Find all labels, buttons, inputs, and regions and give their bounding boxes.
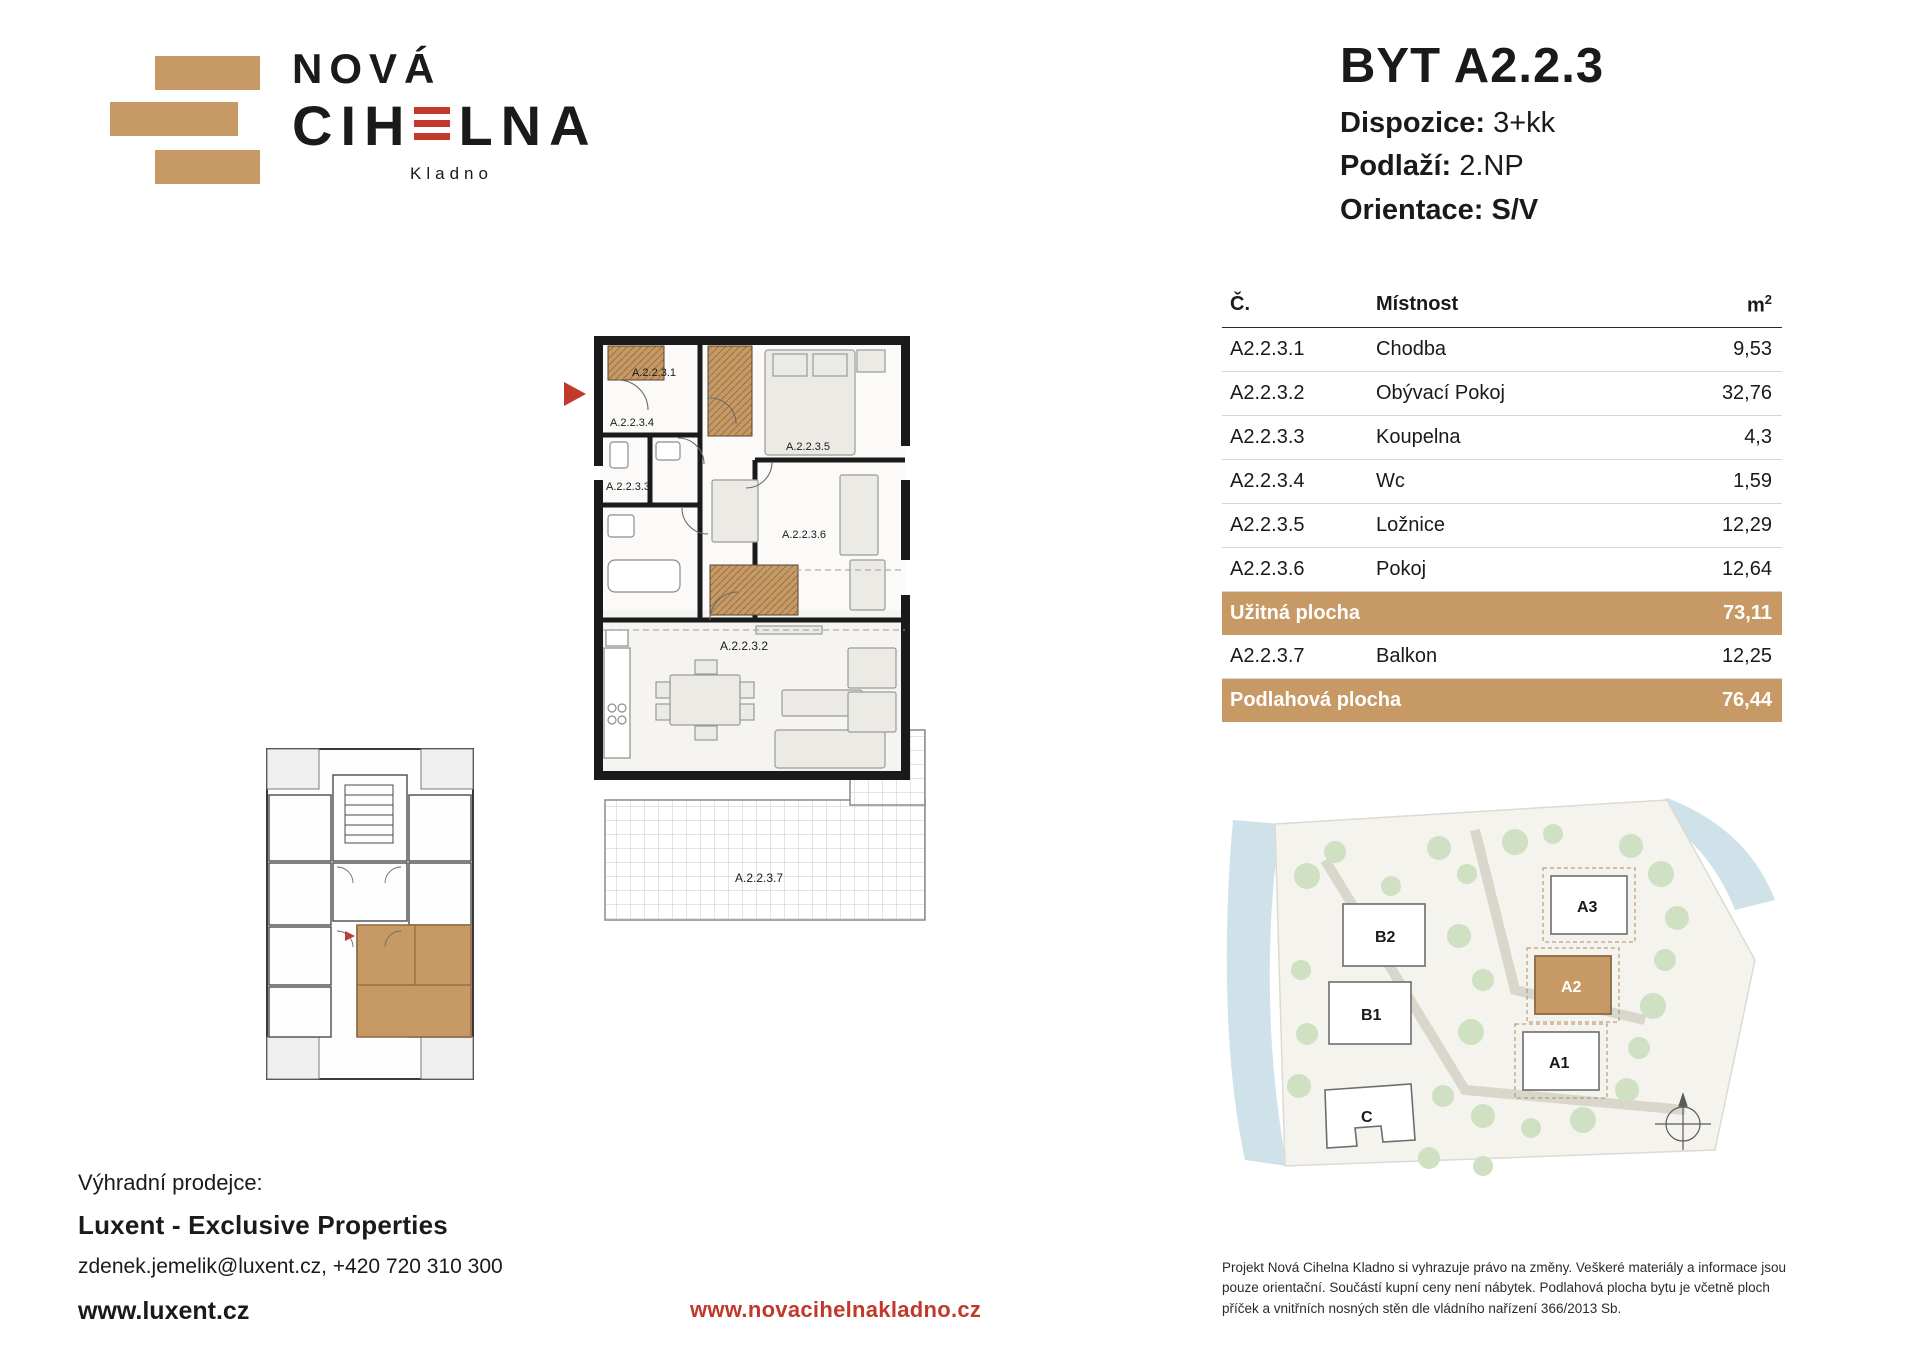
logo-mark-icon <box>110 56 260 184</box>
table-row <box>1222 415 1782 459</box>
room-label-chodba: A.2.2.3.1 <box>632 367 677 379</box>
logo-bar-top <box>155 56 260 90</box>
room-number: A2.2.3.1 <box>1222 327 1362 371</box>
page-title: BYT A2.2.3 <box>1340 39 1605 93</box>
table-row <box>1222 459 1782 503</box>
room-name: Koupelna <box>1362 415 1662 459</box>
spec-podlazi-label: Podlaží: <box>1340 150 1452 183</box>
room-label-loznice: A.2.2.3.5 <box>786 441 831 453</box>
site-building-a2-highlighted <box>1535 956 1611 1014</box>
room-area: 4,3 <box>1662 415 1782 459</box>
room-number: A2.2.3.7 <box>1222 635 1362 679</box>
room-number: A2.2.3.6 <box>1222 547 1362 591</box>
usable-area-value: 73,11 <box>1662 591 1782 635</box>
logo-line-nova: NOVÁ <box>292 45 442 92</box>
logo-cihelna-part2: LNA <box>458 94 598 157</box>
project-website-link[interactable]: www.novacihelnakladno.cz <box>690 1297 982 1322</box>
spec-orientace-value: S/V <box>1491 193 1539 226</box>
table-header-row <box>1222 288 1782 327</box>
site-building-a3 <box>1551 876 1627 934</box>
col-header-area: $m^2$ <box>1662 288 1782 327</box>
logo-wordmark <box>292 45 672 184</box>
site-building-a1 <box>1523 1032 1599 1090</box>
table-row <box>1222 547 1782 591</box>
logo-cihelna-part1: CIH <box>292 94 413 157</box>
spec-dispozice-label: Dispozice: <box>1340 107 1486 139</box>
table-row <box>1222 503 1782 547</box>
room-name: Wc <box>1362 459 1662 503</box>
svg-text:A2: A2 <box>1561 979 1582 996</box>
room-label-balkon: A.2.2.3.7 <box>735 871 784 885</box>
logo-city: Kladno <box>410 164 493 183</box>
building-key-plan <box>245 735 495 1095</box>
svg-text:A3: A3 <box>1577 899 1598 916</box>
col-header-room: Místnost <box>1362 288 1662 327</box>
footer-seller-block <box>78 1170 718 1326</box>
room-area: 12,29 <box>1662 503 1782 547</box>
brand-logo <box>110 45 670 198</box>
logo-e-stripes-icon <box>414 107 450 147</box>
svg-text:B2: B2 <box>1375 929 1396 946</box>
kitchen-units <box>604 630 630 758</box>
site-building-b2 <box>1343 904 1425 966</box>
room-number: A2.2.3.2 <box>1222 371 1362 415</box>
spec-podlazi-value: 2.NP <box>1459 150 1524 183</box>
room-name: Ložnice <box>1362 503 1662 547</box>
room-name: Obývací Pokoj <box>1362 371 1662 415</box>
legal-disclaimer: Projekt Nová Cihelna Kladno si vyhrazuje právo na změny. Veškeré materiály a informace jsou pouze orientační. Součástí kupní ceny není nábytek. Podlahová plocha bytu je včetně ploch příček a vnitřních nosných stěn dle vládního nařízení 366/2013 Sb. <box>1222 1260 1787 1316</box>
room-schedule-table <box>1222 288 1782 722</box>
room-name: Balkon <box>1362 635 1662 679</box>
usable-area-label: Užitná plocha <box>1222 591 1662 635</box>
svg-text:A1: A1 <box>1549 1055 1570 1072</box>
spec-dispozice-value: 3+kk <box>1493 107 1556 139</box>
room-label-obyvaci: A.2.2.3.2 <box>720 639 769 653</box>
room-area: 12,25 <box>1662 635 1782 679</box>
seller-name: Luxent - Exclusive Properties <box>78 1210 448 1240</box>
logo-bar-middle <box>110 102 238 136</box>
spec-orientace <box>1340 192 1880 228</box>
seller-website-link[interactable]: www.luxent.cz <box>78 1297 250 1325</box>
room-area: 1,59 <box>1662 459 1782 503</box>
table-row <box>1222 635 1782 679</box>
spec-podlazi <box>1340 148 1880 184</box>
room-number: A2.2.3.3 <box>1222 415 1362 459</box>
room-label-koupelna: A.2.2.3.3 <box>606 481 651 493</box>
entry-door-arrow-icon <box>564 382 586 406</box>
room-number: A2.2.3.4 <box>1222 459 1362 503</box>
spec-orientace-label: Orientace: <box>1340 193 1484 226</box>
table-row-total-area <box>1222 678 1782 722</box>
site-map <box>1215 790 1785 1190</box>
seller-label: Výhradní prodejce: <box>78 1170 263 1195</box>
logo-line-cihelna <box>292 94 672 157</box>
total-area-value: 76,44 <box>1662 678 1782 722</box>
spec-dispozice <box>1340 105 1880 141</box>
svg-text:B1: B1 <box>1361 1007 1382 1024</box>
room-name: Chodba <box>1362 327 1662 371</box>
table-row <box>1222 327 1782 371</box>
table-row-usable-area <box>1222 591 1782 635</box>
room-number: A2.2.3.5 <box>1222 503 1362 547</box>
site-building-b1 <box>1329 982 1411 1044</box>
unit-header <box>1340 39 1880 235</box>
logo-bar-bottom <box>155 150 260 184</box>
svg-text:C: C <box>1361 1109 1373 1126</box>
highlighted-unit-area <box>357 925 471 1037</box>
col-header-number: Č. <box>1222 288 1362 327</box>
room-area: 32,76 <box>1662 371 1782 415</box>
room-label-pokoj: A.2.2.3.6 <box>782 529 827 541</box>
table-row <box>1222 371 1782 415</box>
total-area-label: Podlahová plocha <box>1222 678 1662 722</box>
room-area: 12,64 <box>1662 547 1782 591</box>
room-area: 9,53 <box>1662 327 1782 371</box>
room-label-wc: A.2.2.3.4 <box>610 417 655 429</box>
room-name: Pokoj <box>1362 547 1662 591</box>
seller-contact[interactable]: zdenek.jemelik@luxent.cz, +420 720 310 300 <box>78 1255 503 1278</box>
apartment-floorplan <box>560 330 1120 1030</box>
